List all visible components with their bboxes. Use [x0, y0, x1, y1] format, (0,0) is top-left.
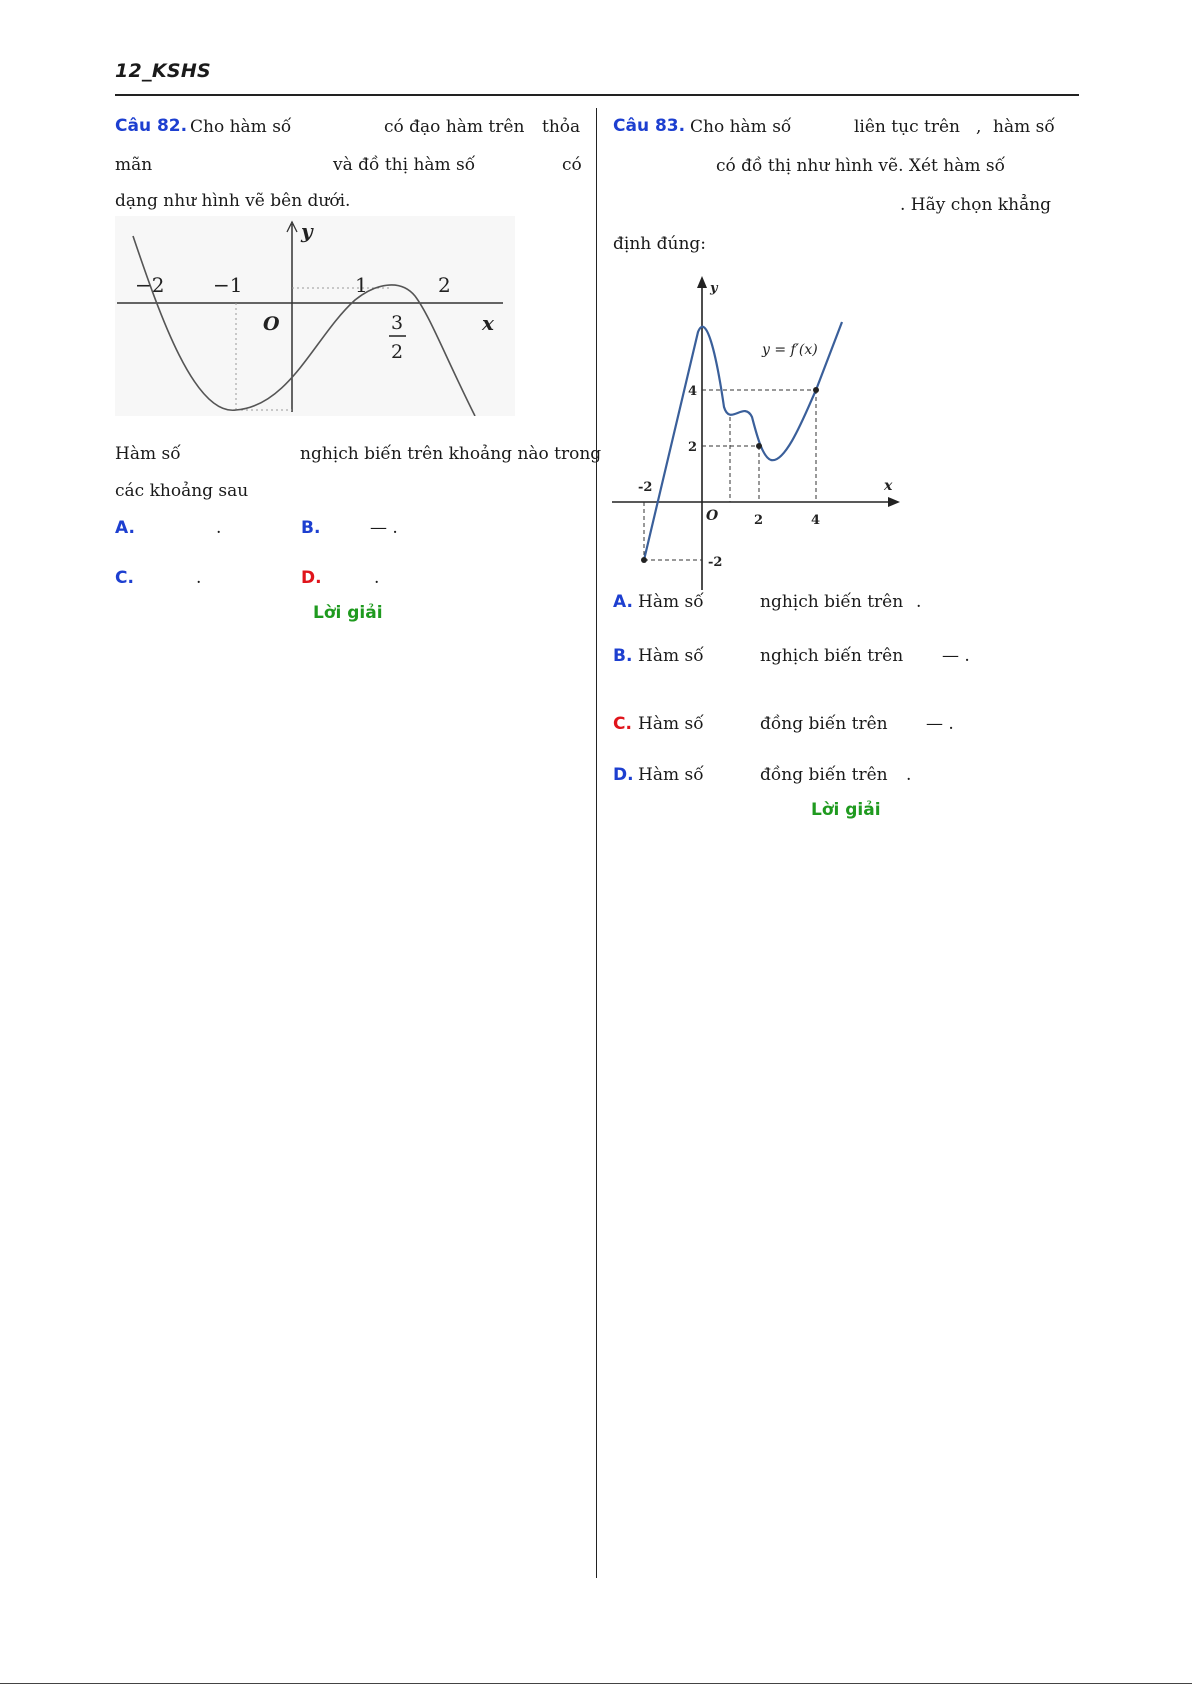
option-a-label: A. — [613, 592, 633, 612]
q82-text: Hàm số — [115, 444, 181, 464]
option-b-label: B. — [613, 646, 633, 666]
tick-label: −1 — [213, 273, 243, 297]
x-axis-arrow — [888, 497, 900, 507]
option-c-label: C. — [115, 568, 134, 588]
option-b-text: — . — [370, 518, 398, 538]
option-c-text: đồng biến trên — [760, 714, 888, 734]
origin-label: O — [263, 313, 280, 335]
origin-label: O — [706, 508, 719, 524]
option-d-label: D. — [613, 765, 634, 785]
q82-text: các khoảng sau — [115, 481, 249, 501]
tick-label: -2 — [708, 555, 723, 570]
q82-derivative-graph — [115, 216, 515, 416]
tick-label: 1 — [355, 273, 368, 297]
q83-text: hàm số — [993, 117, 1055, 137]
option-b-label: B. — [301, 518, 321, 538]
tick-label: −2 — [135, 273, 165, 297]
column-divider — [596, 108, 597, 1578]
q82-text: có — [562, 155, 582, 175]
option-d-text: đồng biến trên — [760, 765, 888, 785]
tick-label: 2 — [688, 440, 698, 455]
tick-label: 4 — [688, 384, 698, 399]
y-axis-arrow — [697, 276, 707, 288]
axis-label-x: x — [884, 478, 893, 494]
option-c-label: C. — [613, 714, 632, 734]
tick-label: -2 — [638, 480, 653, 495]
q82-text: có đạo hàm trên — [384, 117, 525, 137]
option-b-text: — . — [942, 646, 970, 666]
option-a-text: . — [916, 592, 922, 612]
q82-text: nghịch biến trên khoảng nào trong — [300, 444, 602, 464]
option-c-text: — . — [926, 714, 954, 734]
q82-text: dạng như hình vẽ bên dưới. — [115, 191, 351, 211]
q82-text: và đồ thị hàm số — [333, 155, 476, 175]
footer-divider — [0, 1683, 1192, 1684]
q82-text: Cho hàm số — [190, 117, 292, 137]
solution-heading: Lời giải — [313, 603, 383, 623]
q82-text: mãn — [115, 155, 153, 175]
option-b-text: Hàm số — [638, 646, 704, 666]
option-d-text: . — [374, 568, 380, 588]
fraction-numerator: 3 — [391, 312, 404, 334]
q83-text: , — [976, 117, 982, 137]
option-c-text: . — [196, 568, 202, 588]
option-b-text: nghịch biến trên — [760, 646, 904, 666]
option-a-text: . — [216, 518, 222, 538]
question-83-label: Câu 83. — [613, 116, 686, 136]
question-82-label: Câu 82. — [115, 116, 188, 136]
solution-heading: Lời giải — [811, 800, 881, 820]
q83-text: liên tục trên — [854, 117, 960, 137]
option-d-label: D. — [301, 568, 322, 588]
q83-text: định đúng: — [613, 234, 707, 254]
fraction-denominator: 2 — [391, 341, 404, 363]
q83-text: . Hãy chọn khẳng — [900, 195, 1052, 215]
option-a-text: Hàm số — [638, 592, 704, 612]
axis-label-x: x — [482, 311, 494, 335]
q82-text: thỏa — [542, 117, 581, 137]
option-c-text: Hàm số — [638, 714, 704, 734]
option-a-text: nghịch biến trên — [760, 592, 904, 612]
q83-derivative-graph — [606, 272, 906, 592]
q83-text: Cho hàm số — [690, 117, 792, 137]
option-a-label: A. — [115, 518, 135, 538]
q83-text: có đồ thị như hình vẽ. Xét hàm số — [716, 156, 1006, 176]
header-divider — [115, 94, 1079, 96]
option-d-text: Hàm số — [638, 765, 704, 785]
axis-label-y: y — [710, 281, 718, 296]
page-header: 12_KSHS — [115, 60, 212, 82]
tick-label: 2 — [438, 273, 451, 297]
tick-label: 4 — [811, 513, 821, 528]
tick-label: 2 — [754, 513, 764, 528]
curve-label: y = f′(x) — [762, 342, 818, 358]
option-d-text: . — [906, 765, 912, 785]
axis-label-y: y — [301, 219, 313, 243]
